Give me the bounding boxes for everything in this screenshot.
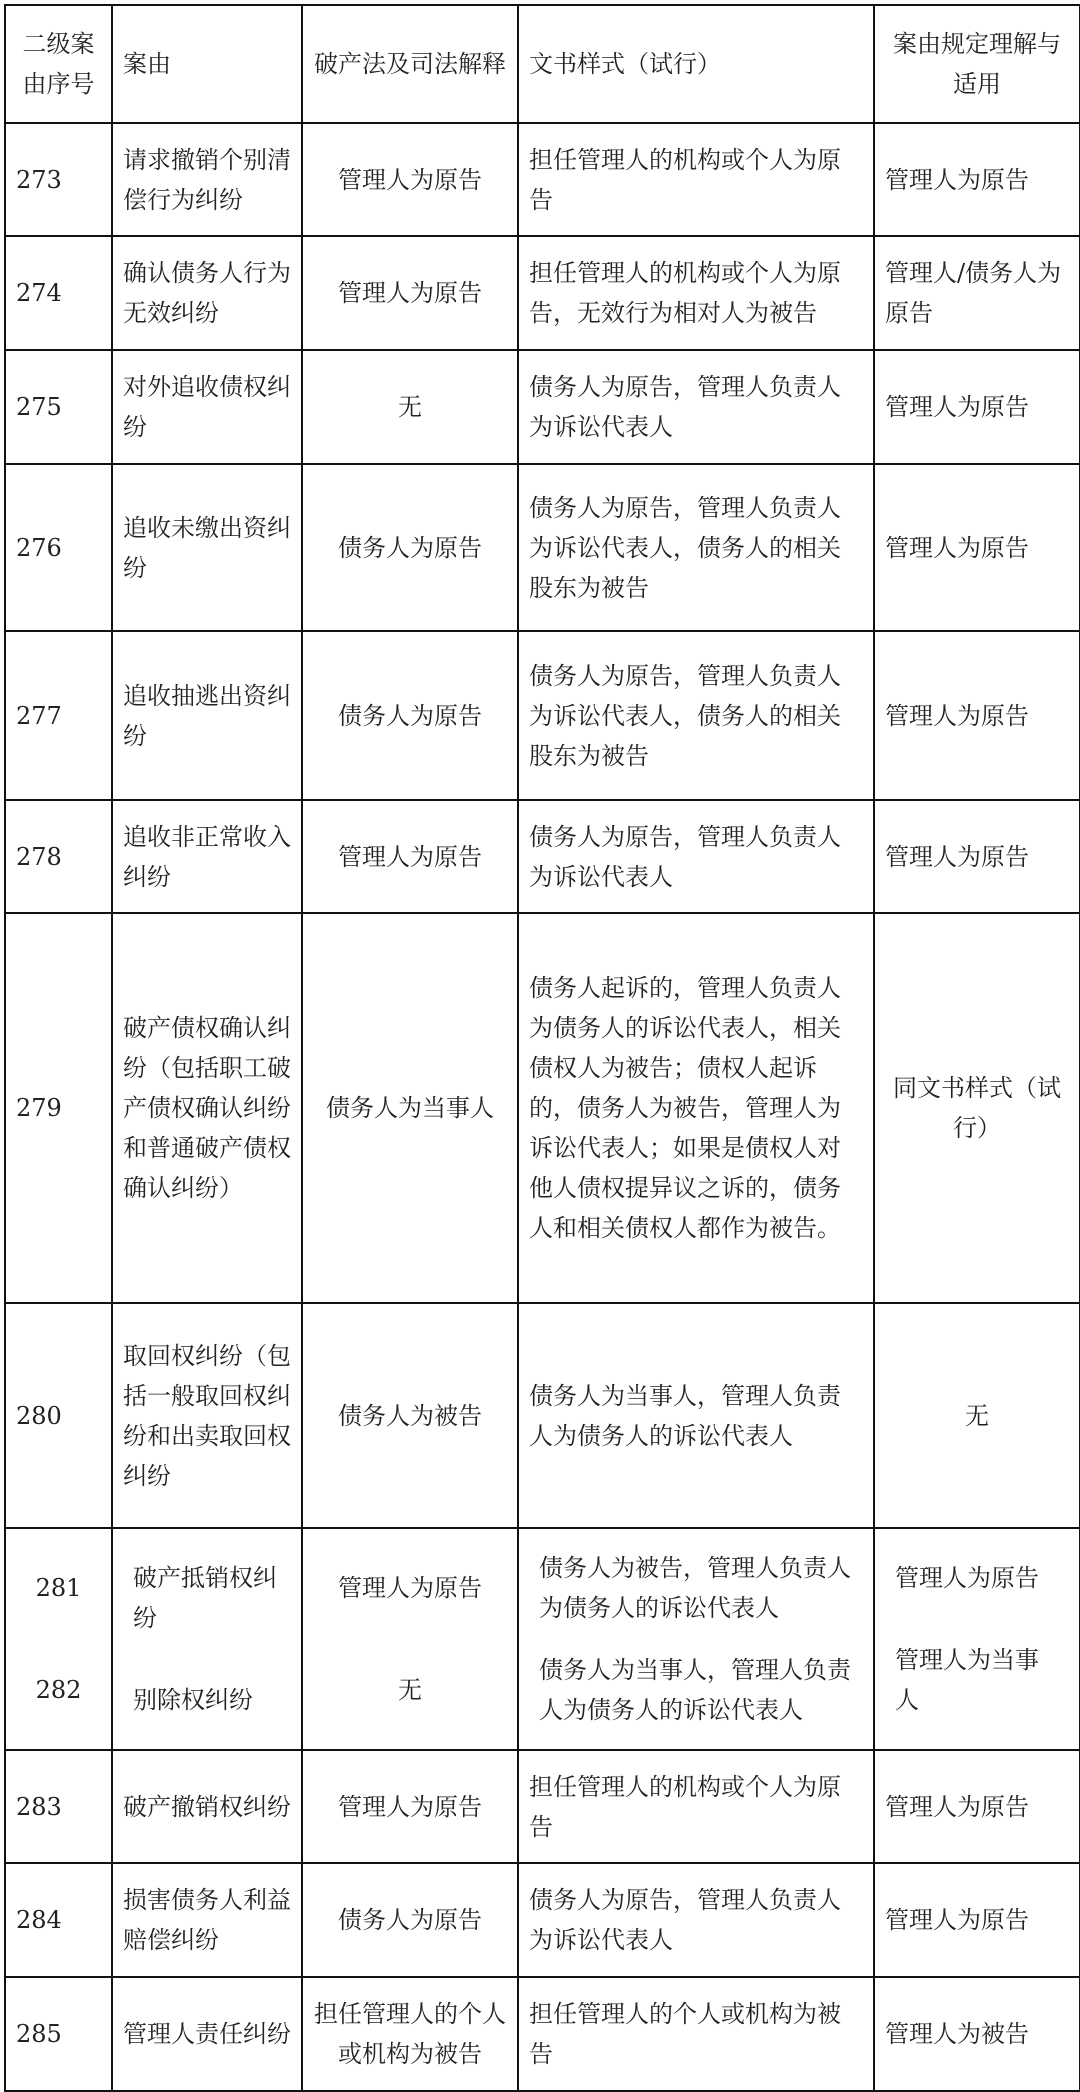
row-number: 281 [35, 1574, 82, 1602]
cause-cell: 追收未缴出资纠纷 [112, 464, 302, 631]
rule-cell: 管理人为被告 [874, 1977, 1080, 2091]
law-cell: 管理人为原告 [302, 1750, 518, 1863]
row-number: 284 [5, 1863, 112, 1977]
doc-cell: 债务人为原告，管理人负责人为诉讼代表人 [518, 1863, 874, 1977]
row-number: 280 [5, 1303, 112, 1528]
cause-cell: 确认债务人行为无效纠纷 [112, 236, 302, 350]
rule-cell: 同文书样式（试行） [874, 913, 1080, 1303]
doc-cell: 债务人为原告，管理人负责人为诉讼代表人，债务人的相关股东为被告 [518, 631, 874, 800]
cause-cell: 别除权纠纷 [133, 1686, 253, 1714]
cause-cell: 追收非正常收入纠纷 [112, 800, 302, 913]
cause-cell: 破产撤销权纠纷 [112, 1750, 302, 1863]
doc-cell: 债务人起诉的，管理人负责人为债务人的诉讼代表人，相关债权人为被告；债权人起诉的，债务人为被告，管理人为诉讼代表人；如果是债权人对他人债权提异议之诉的，债务人和相关债权人都作为被告。 [518, 913, 874, 1303]
doc-cell: 担任管理人的机构或个人为原告 [518, 123, 874, 236]
table-row-merged [5, 1528, 1080, 1750]
cause-cell: 请求撤销个别清偿行为纠纷 [112, 123, 302, 236]
law-cell: 无 [302, 350, 518, 464]
cause-cell-pair [112, 1528, 302, 1750]
table-row [5, 123, 1080, 236]
doc-cell: 债务人为原告，管理人负责人为诉讼代表人 [518, 350, 874, 464]
law-cell: 债务人为原告 [302, 631, 518, 800]
row-number: 279 [5, 913, 112, 1303]
cause-cell: 对外追收债权纠纷 [112, 350, 302, 464]
case-table [4, 4, 1080, 2092]
header-row [5, 5, 1080, 123]
table-row [5, 913, 1080, 1303]
doc-cell: 债务人为当事人，管理人负责人为债务人的诉讼代表人 [518, 1303, 874, 1528]
table-row [5, 464, 1080, 631]
law-cell: 管理人为原告 [302, 236, 518, 350]
doc-cell: 债务人为当事人，管理人负责人为债务人的诉讼代表人 [539, 1656, 851, 1724]
doc-cell: 债务人为原告，管理人负责人为诉讼代表人，债务人的相关股东为被告 [518, 464, 874, 631]
rule-cell: 管理人为原告 [874, 123, 1080, 236]
row-number: 274 [5, 236, 112, 350]
row-number: 283 [5, 1750, 112, 1863]
law-cell: 管理人为原告 [302, 800, 518, 913]
cause-cell: 破产抵销权纠纷 [133, 1564, 277, 1632]
rule-cell: 管理人为原告 [895, 1564, 1039, 1592]
doc-cell: 担任管理人的机构或个人为原告，无效行为相对人为被告 [518, 236, 874, 350]
doc-cell: 担任管理人的个人或机构为被告 [518, 1977, 874, 2091]
header-cell: 案由 [112, 5, 302, 123]
doc-cell-pair [518, 1528, 874, 1750]
row-number: 273 [5, 123, 112, 236]
law-cell: 债务人为原告 [302, 1863, 518, 1977]
cause-cell: 损害债务人利益赔偿纠纷 [112, 1863, 302, 1977]
row-number: 275 [5, 350, 112, 464]
law-cell: 无 [398, 1676, 422, 1704]
doc-cell: 债务人为被告，管理人负责人为债务人的诉讼代表人 [539, 1554, 851, 1622]
law-cell: 债务人为原告 [302, 464, 518, 631]
rule-cell: 管理人/债务人为原告 [874, 236, 1080, 350]
rule-cell: 无 [874, 1303, 1080, 1528]
doc-cell: 担任管理人的机构或个人为原告 [518, 1750, 874, 1863]
table-row [5, 1863, 1080, 1977]
header-cell: 文书样式（试行） [518, 5, 874, 123]
table-row [5, 1303, 1080, 1528]
law-cell: 债务人为当事人 [302, 913, 518, 1303]
cause-cell: 管理人责任纠纷 [112, 1977, 302, 2091]
doc-cell: 债务人为原告，管理人负责人为诉讼代表人 [518, 800, 874, 913]
table-row [5, 350, 1080, 464]
rule-cell-pair [874, 1528, 1080, 1750]
rule-cell: 管理人为当事人 [895, 1646, 1039, 1714]
rule-cell: 管理人为原告 [874, 1863, 1080, 1977]
rule-cell: 管理人为原告 [874, 1750, 1080, 1863]
cause-cell: 取回权纠纷（包括一般取回权纠纷和出卖取回权纠纷 [112, 1303, 302, 1528]
row-number: 277 [5, 631, 112, 800]
cause-cell: 追收抽逃出资纠纷 [112, 631, 302, 800]
cause-cell: 破产债权确认纠纷（包括职工破产债权确认纠纷和普通破产债权确认纠纷） [112, 913, 302, 1303]
table-row [5, 1977, 1080, 2091]
row-number: 276 [5, 464, 112, 631]
rule-cell: 管理人为原告 [874, 800, 1080, 913]
header-cell: 二级案由序号 [5, 5, 112, 123]
rule-cell: 管理人为原告 [874, 631, 1080, 800]
law-cell: 管理人为原告 [302, 123, 518, 236]
table-row [5, 631, 1080, 800]
law-cell: 担任管理人的个人或机构为被告 [302, 1977, 518, 2091]
row-number: 278 [5, 800, 112, 913]
table-row [5, 1750, 1080, 1863]
law-cell: 债务人为被告 [302, 1303, 518, 1528]
rule-cell: 管理人为原告 [874, 350, 1080, 464]
table-row [5, 800, 1080, 913]
header-cell: 案由规定理解与适用 [874, 5, 1080, 123]
rule-cell: 管理人为原告 [874, 464, 1080, 631]
law-cell-pair [302, 1528, 518, 1750]
row-number-pair [5, 1528, 112, 1750]
table-row [5, 236, 1080, 350]
row-number: 285 [5, 1977, 112, 2091]
header-cell: 破产法及司法解释 [302, 5, 518, 123]
law-cell: 管理人为原告 [338, 1574, 482, 1602]
row-number: 282 [35, 1676, 82, 1704]
